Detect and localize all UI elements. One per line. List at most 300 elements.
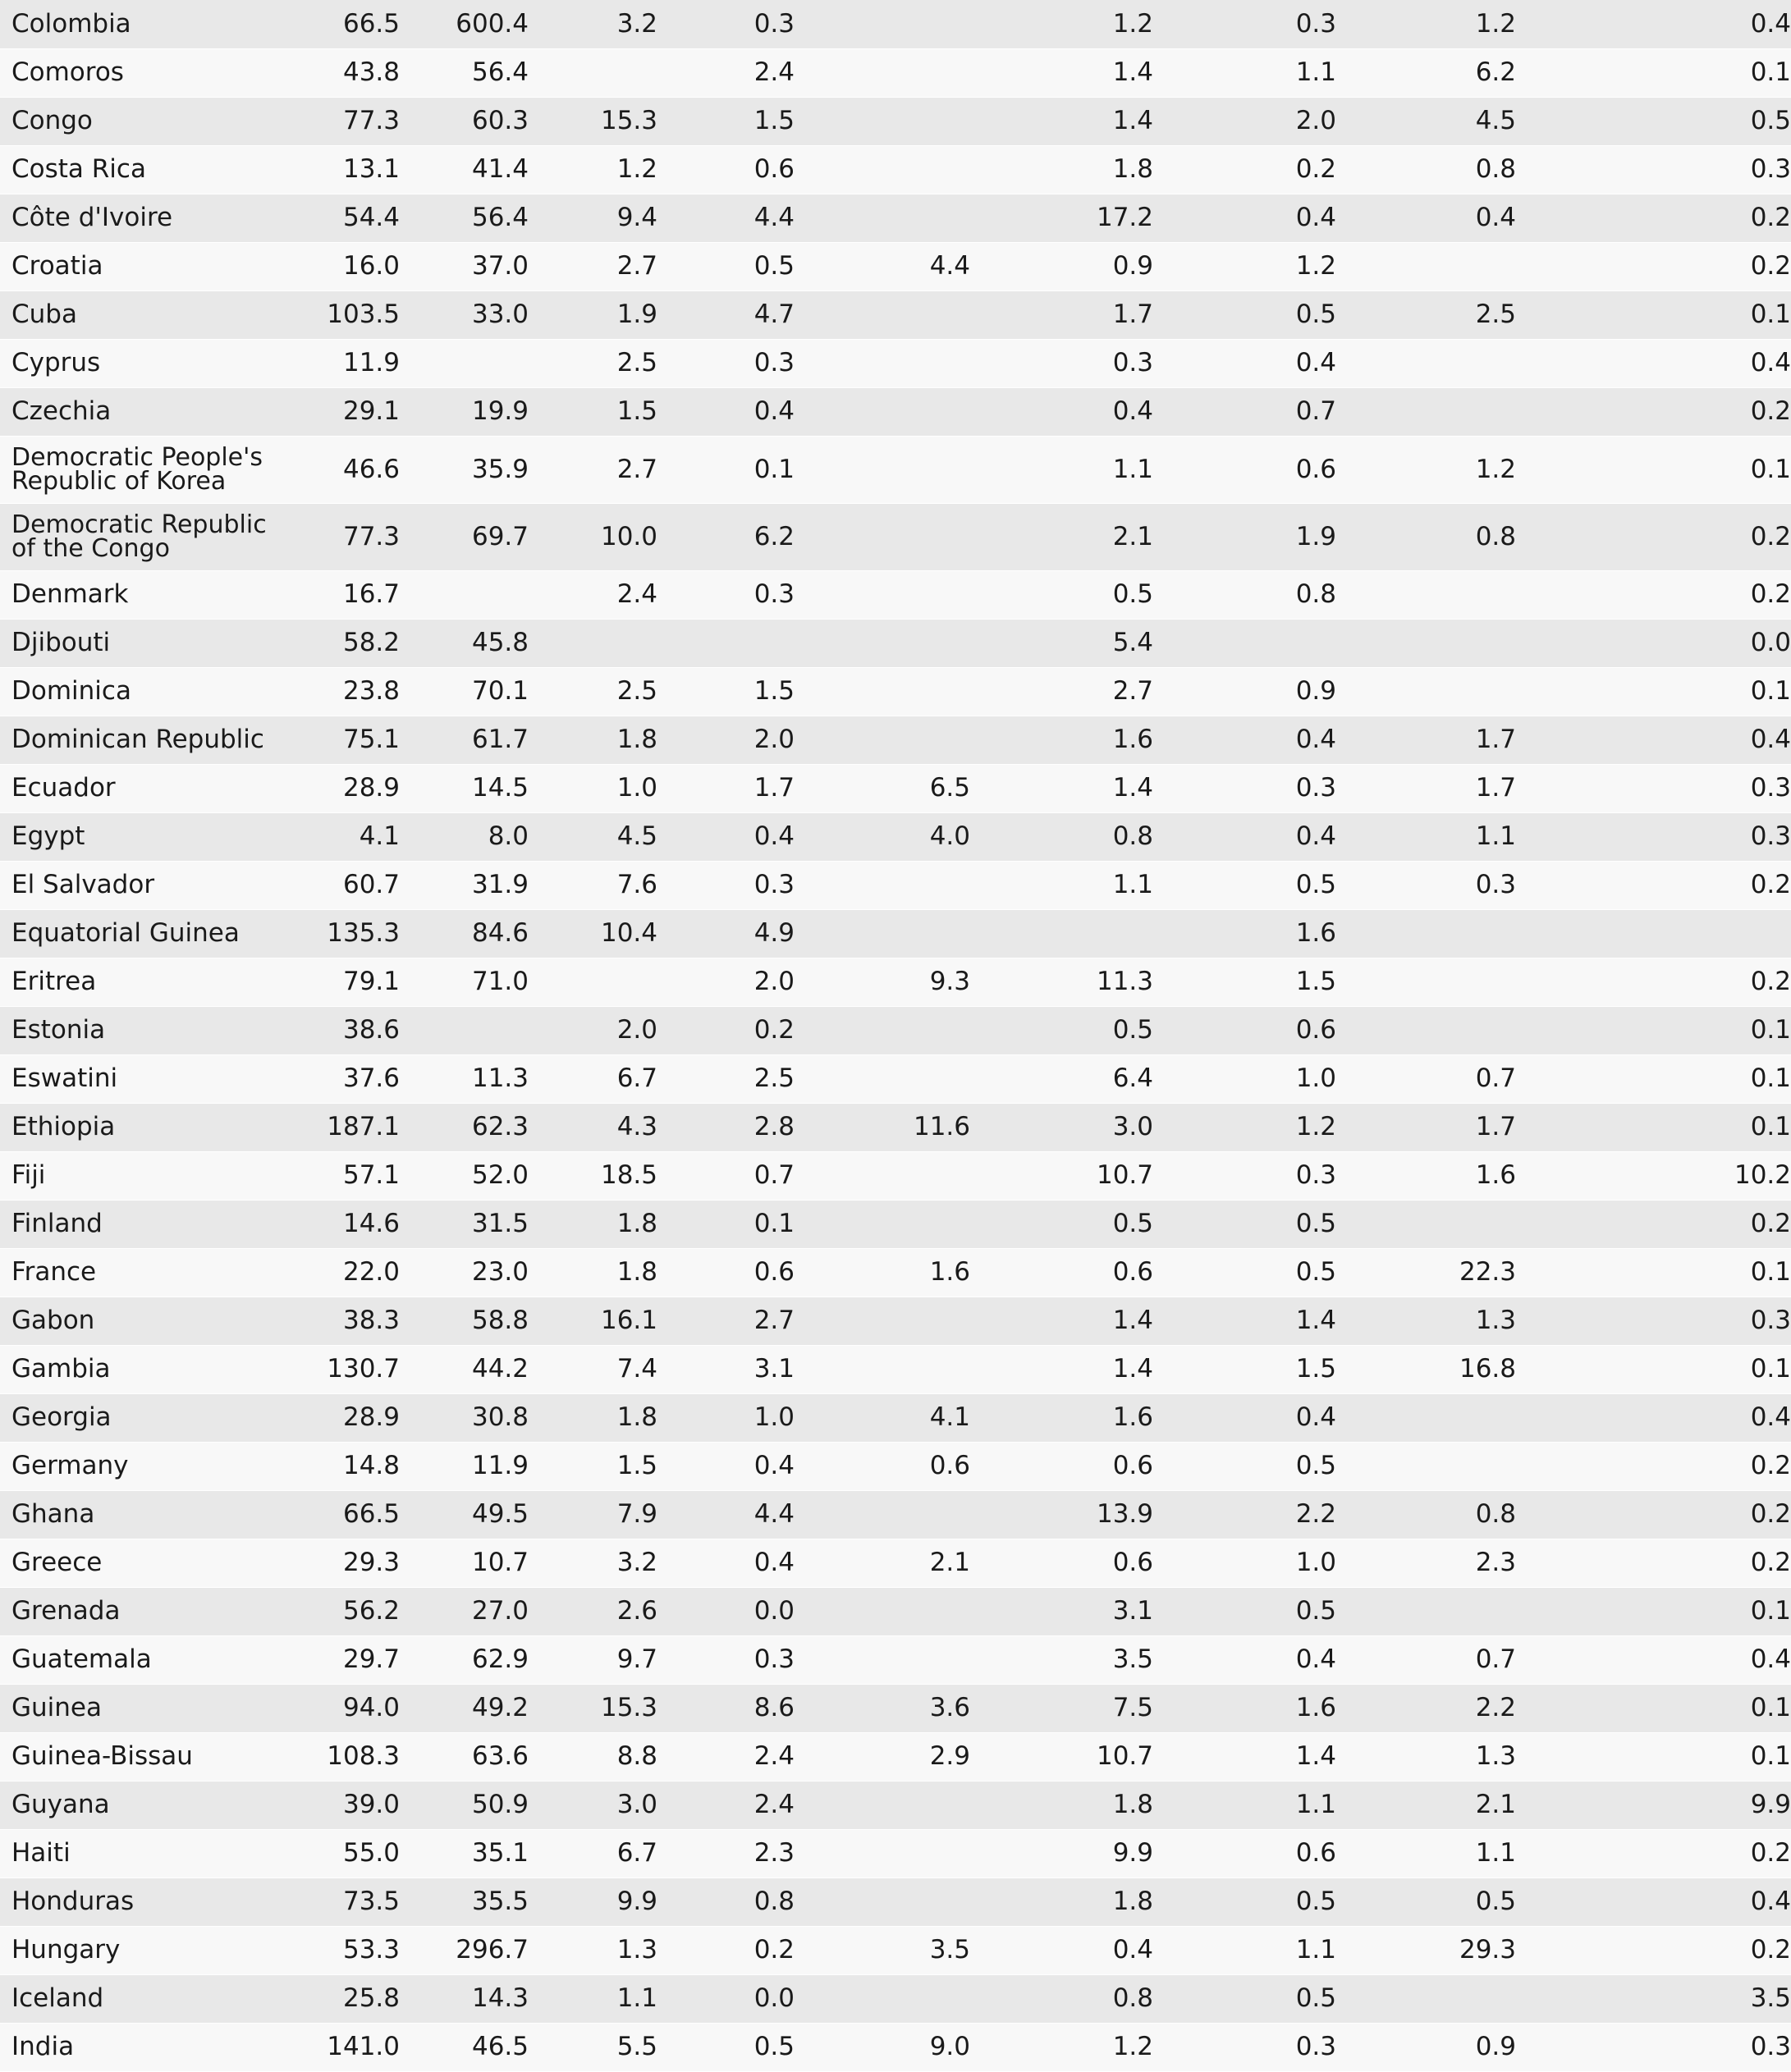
value-cell-col-9: 0.4 bbox=[1516, 0, 1791, 48]
value-cell-col-8 bbox=[1336, 1200, 1516, 1248]
table-row bbox=[0, 1974, 1791, 2023]
table-row bbox=[0, 387, 1791, 436]
table-row bbox=[0, 570, 1791, 619]
value-cell-col-7: 0.8 bbox=[1153, 570, 1336, 619]
value-cell-col-5 bbox=[795, 1878, 970, 1926]
table-row bbox=[0, 1297, 1791, 1345]
value-cell-col-6: 0.9 bbox=[970, 242, 1153, 290]
value-cell-col-2: 11.3 bbox=[400, 1054, 529, 1103]
value-cell-col-4: 1.0 bbox=[657, 1393, 795, 1442]
value-cell-col-2 bbox=[400, 570, 529, 619]
value-cell-col-5: 3.5 bbox=[795, 1926, 970, 1974]
table-row bbox=[0, 1345, 1791, 1393]
value-cell-col-4: 2.8 bbox=[657, 1103, 795, 1151]
value-cell-col-1: 135.3 bbox=[287, 909, 400, 958]
value-cell-col-7: 0.3 bbox=[1153, 764, 1336, 812]
value-cell-col-5 bbox=[795, 0, 970, 48]
value-cell-col-8: 1.3 bbox=[1336, 1732, 1516, 1781]
value-cell-col-2: 46.5 bbox=[400, 2023, 529, 2071]
value-cell-col-9: 0.4 bbox=[1516, 1393, 1791, 1442]
value-cell-col-6: 2.7 bbox=[970, 667, 1153, 716]
country-name-cell: Hungary bbox=[0, 1926, 287, 1974]
value-cell-col-9: 0.4 bbox=[1516, 339, 1791, 387]
country-name-cell: Democratic People's Republic of Korea bbox=[0, 436, 287, 503]
value-cell-col-4: 0.2 bbox=[657, 1006, 795, 1054]
value-cell-col-6: 11.3 bbox=[970, 958, 1153, 1006]
value-cell-col-4: 0.5 bbox=[657, 242, 795, 290]
value-cell-col-4: 2.0 bbox=[657, 716, 795, 764]
value-cell-col-6: 0.5 bbox=[970, 1006, 1153, 1054]
value-cell-col-9: 3.5 bbox=[1516, 1974, 1791, 2023]
value-cell-col-7: 2.0 bbox=[1153, 97, 1336, 145]
value-cell-col-1: 16.0 bbox=[287, 242, 400, 290]
country-name-cell: Egypt bbox=[0, 812, 287, 861]
value-cell-col-1: 53.3 bbox=[287, 1926, 400, 1974]
country-name-cell: India bbox=[0, 2023, 287, 2071]
table-row bbox=[0, 436, 1791, 503]
country-name-cell: Fiji bbox=[0, 1151, 287, 1200]
value-cell-col-6: 13.9 bbox=[970, 1490, 1153, 1539]
value-cell-col-5 bbox=[795, 145, 970, 194]
country-name-cell: Djibouti bbox=[0, 619, 287, 667]
value-cell-col-3: 2.7 bbox=[529, 242, 657, 290]
value-cell-col-3: 1.5 bbox=[529, 1442, 657, 1490]
value-cell-col-7: 0.5 bbox=[1153, 290, 1336, 339]
value-cell-col-3: 1.5 bbox=[529, 387, 657, 436]
value-cell-col-1: 16.7 bbox=[287, 570, 400, 619]
value-cell-col-7: 0.3 bbox=[1153, 2023, 1336, 2071]
value-cell-col-3: 7.9 bbox=[529, 1490, 657, 1539]
table-row bbox=[0, 1054, 1791, 1103]
value-cell-col-4: 4.7 bbox=[657, 290, 795, 339]
value-cell-col-7: 0.4 bbox=[1153, 1635, 1336, 1684]
value-cell-col-9: 0.2 bbox=[1516, 1829, 1791, 1878]
value-cell-col-7: 0.3 bbox=[1153, 1151, 1336, 1200]
country-name-cell: Gambia bbox=[0, 1345, 287, 1393]
value-cell-col-8: 2.1 bbox=[1336, 1781, 1516, 1829]
value-cell-col-1: 29.1 bbox=[287, 387, 400, 436]
value-cell-col-8: 4.5 bbox=[1336, 97, 1516, 145]
value-cell-col-1: 29.3 bbox=[287, 1539, 400, 1587]
value-cell-col-6: 1.6 bbox=[970, 1393, 1153, 1442]
value-cell-col-5: 6.5 bbox=[795, 764, 970, 812]
value-cell-col-4: 0.2 bbox=[657, 1926, 795, 1974]
value-cell-col-1: 14.8 bbox=[287, 1442, 400, 1490]
value-cell-col-4: 4.4 bbox=[657, 1490, 795, 1539]
table-row bbox=[0, 1732, 1791, 1781]
value-cell-col-6: 0.4 bbox=[970, 387, 1153, 436]
value-cell-col-6: 10.7 bbox=[970, 1151, 1153, 1200]
value-cell-col-9: 0.1 bbox=[1516, 1006, 1791, 1054]
value-cell-col-3: 8.8 bbox=[529, 1732, 657, 1781]
value-cell-col-6: 0.8 bbox=[970, 812, 1153, 861]
value-cell-col-7: 0.5 bbox=[1153, 1248, 1336, 1297]
value-cell-col-1: 56.2 bbox=[287, 1587, 400, 1635]
value-cell-col-1: 57.1 bbox=[287, 1151, 400, 1200]
table-row bbox=[0, 1829, 1791, 1878]
value-cell-col-2: 41.4 bbox=[400, 145, 529, 194]
value-cell-col-6: 3.1 bbox=[970, 1587, 1153, 1635]
value-cell-col-3: 1.8 bbox=[529, 1200, 657, 1248]
value-cell-col-9: 9.9 bbox=[1516, 1781, 1791, 1829]
country-name-cell: Dominican Republic bbox=[0, 716, 287, 764]
country-name-cell: Guinea-Bissau bbox=[0, 1732, 287, 1781]
value-cell-col-9: 0.1 bbox=[1516, 667, 1791, 716]
value-cell-col-6: 9.9 bbox=[970, 1829, 1153, 1878]
value-cell-col-6: 0.3 bbox=[970, 339, 1153, 387]
value-cell-col-9: 0.2 bbox=[1516, 194, 1791, 242]
value-cell-col-2: 62.3 bbox=[400, 1103, 529, 1151]
value-cell-col-4: 0.6 bbox=[657, 145, 795, 194]
value-cell-col-5 bbox=[795, 339, 970, 387]
value-cell-col-3: 2.6 bbox=[529, 1587, 657, 1635]
value-cell-col-9: 0.1 bbox=[1516, 1732, 1791, 1781]
value-cell-col-8: 0.8 bbox=[1336, 503, 1516, 570]
value-cell-col-3 bbox=[529, 958, 657, 1006]
value-cell-col-6 bbox=[970, 909, 1153, 958]
value-cell-col-7: 0.2 bbox=[1153, 145, 1336, 194]
value-cell-col-2 bbox=[400, 1006, 529, 1054]
value-cell-col-6: 10.7 bbox=[970, 1732, 1153, 1781]
value-cell-col-5: 1.6 bbox=[795, 1248, 970, 1297]
value-cell-col-2: 600.4 bbox=[400, 0, 529, 48]
value-cell-col-4: 0.0 bbox=[657, 1587, 795, 1635]
value-cell-col-2: 37.0 bbox=[400, 242, 529, 290]
value-cell-col-1: 108.3 bbox=[287, 1732, 400, 1781]
value-cell-col-1: 23.8 bbox=[287, 667, 400, 716]
country-name-cell: Eritrea bbox=[0, 958, 287, 1006]
value-cell-col-9: 0.1 bbox=[1516, 1248, 1791, 1297]
value-cell-col-2: 52.0 bbox=[400, 1151, 529, 1200]
country-name-cell: El Salvador bbox=[0, 861, 287, 909]
country-name-cell: Democratic Republic of the Congo bbox=[0, 503, 287, 570]
value-cell-col-4: 2.0 bbox=[657, 958, 795, 1006]
value-cell-col-4: 0.3 bbox=[657, 570, 795, 619]
value-cell-col-8 bbox=[1336, 1006, 1516, 1054]
value-cell-col-1: 103.5 bbox=[287, 290, 400, 339]
value-cell-col-1: 11.9 bbox=[287, 339, 400, 387]
value-cell-col-8: 0.5 bbox=[1336, 1878, 1516, 1926]
value-cell-col-1: 37.6 bbox=[287, 1054, 400, 1103]
value-cell-col-3: 10.4 bbox=[529, 909, 657, 958]
value-cell-col-3: 6.7 bbox=[529, 1054, 657, 1103]
value-cell-col-7: 1.4 bbox=[1153, 1297, 1336, 1345]
value-cell-col-4: 2.7 bbox=[657, 1297, 795, 1345]
value-cell-col-9: 0.2 bbox=[1516, 1926, 1791, 1974]
value-cell-col-1: 4.1 bbox=[287, 812, 400, 861]
value-cell-col-5 bbox=[795, 1829, 970, 1878]
value-cell-col-5: 2.1 bbox=[795, 1539, 970, 1587]
table-row bbox=[0, 764, 1791, 812]
value-cell-col-4: 4.9 bbox=[657, 909, 795, 958]
value-cell-col-7: 0.5 bbox=[1153, 1974, 1336, 2023]
value-cell-col-4: 8.6 bbox=[657, 1684, 795, 1732]
value-cell-col-6: 0.6 bbox=[970, 1248, 1153, 1297]
value-cell-col-9: 0.3 bbox=[1516, 2023, 1791, 2071]
value-cell-col-1: 58.2 bbox=[287, 619, 400, 667]
value-cell-col-8 bbox=[1336, 387, 1516, 436]
value-cell-col-3: 7.4 bbox=[529, 1345, 657, 1393]
value-cell-col-2: 62.9 bbox=[400, 1635, 529, 1684]
value-cell-col-2: 70.1 bbox=[400, 667, 529, 716]
table-row bbox=[0, 1248, 1791, 1297]
table-row bbox=[0, 1781, 1791, 1829]
value-cell-col-6: 1.4 bbox=[970, 48, 1153, 97]
table-row bbox=[0, 1200, 1791, 1248]
country-name-cell: Cuba bbox=[0, 290, 287, 339]
value-cell-col-7: 1.5 bbox=[1153, 1345, 1336, 1393]
value-cell-col-9: 0.2 bbox=[1516, 1539, 1791, 1587]
value-cell-col-6: 0.5 bbox=[970, 1200, 1153, 1248]
value-cell-col-6: 0.4 bbox=[970, 1926, 1153, 1974]
value-cell-col-3: 15.3 bbox=[529, 97, 657, 145]
value-cell-col-3: 2.5 bbox=[529, 667, 657, 716]
country-name-cell: Greece bbox=[0, 1539, 287, 1587]
table-row bbox=[0, 716, 1791, 764]
value-cell-col-3: 4.3 bbox=[529, 1103, 657, 1151]
table-row bbox=[0, 1926, 1791, 1974]
value-cell-col-2: 49.2 bbox=[400, 1684, 529, 1732]
value-cell-col-8: 0.3 bbox=[1336, 861, 1516, 909]
value-cell-col-5: 4.4 bbox=[795, 242, 970, 290]
value-cell-col-6: 1.4 bbox=[970, 1345, 1153, 1393]
value-cell-col-2: 44.2 bbox=[400, 1345, 529, 1393]
value-cell-col-4: 0.1 bbox=[657, 436, 795, 503]
value-cell-col-8 bbox=[1336, 1974, 1516, 2023]
value-cell-col-7: 0.5 bbox=[1153, 1587, 1336, 1635]
value-cell-col-9: 0.2 bbox=[1516, 242, 1791, 290]
value-cell-col-4: 0.3 bbox=[657, 1635, 795, 1684]
table-row bbox=[0, 909, 1791, 958]
value-cell-col-3: 1.0 bbox=[529, 764, 657, 812]
value-cell-col-2: 84.6 bbox=[400, 909, 529, 958]
table-row bbox=[0, 339, 1791, 387]
value-cell-col-2: 23.0 bbox=[400, 1248, 529, 1297]
country-name-cell: Germany bbox=[0, 1442, 287, 1490]
value-cell-col-1: 77.3 bbox=[287, 503, 400, 570]
value-cell-col-9: 0.2 bbox=[1516, 1490, 1791, 1539]
value-cell-col-5 bbox=[795, 1297, 970, 1345]
value-cell-col-1: 75.1 bbox=[287, 716, 400, 764]
value-cell-col-8: 0.8 bbox=[1336, 145, 1516, 194]
country-name-cell: Georgia bbox=[0, 1393, 287, 1442]
value-cell-col-7: 0.5 bbox=[1153, 1200, 1336, 1248]
value-cell-col-8: 1.7 bbox=[1336, 716, 1516, 764]
value-cell-col-3: 3.2 bbox=[529, 0, 657, 48]
value-cell-col-3: 15.3 bbox=[529, 1684, 657, 1732]
value-cell-col-1: 60.7 bbox=[287, 861, 400, 909]
table-row bbox=[0, 1103, 1791, 1151]
value-cell-col-1: 79.1 bbox=[287, 958, 400, 1006]
table-row bbox=[0, 861, 1791, 909]
value-cell-col-6: 17.2 bbox=[970, 194, 1153, 242]
value-cell-col-1: 130.7 bbox=[287, 1345, 400, 1393]
table-row bbox=[0, 2023, 1791, 2071]
value-cell-col-9: 0.4 bbox=[1516, 716, 1791, 764]
value-cell-col-7: 1.4 bbox=[1153, 1732, 1336, 1781]
value-cell-col-7: 1.6 bbox=[1153, 1684, 1336, 1732]
value-cell-col-4: 6.2 bbox=[657, 503, 795, 570]
country-name-cell: Haiti bbox=[0, 1829, 287, 1878]
value-cell-col-9: 0.3 bbox=[1516, 764, 1791, 812]
value-cell-col-6: 1.4 bbox=[970, 1297, 1153, 1345]
value-cell-col-4: 4.4 bbox=[657, 194, 795, 242]
value-cell-col-2: 27.0 bbox=[400, 1587, 529, 1635]
value-cell-col-3: 4.5 bbox=[529, 812, 657, 861]
value-cell-col-6: 3.5 bbox=[970, 1635, 1153, 1684]
value-cell-col-8 bbox=[1336, 242, 1516, 290]
value-cell-col-7 bbox=[1153, 619, 1336, 667]
value-cell-col-5 bbox=[795, 1054, 970, 1103]
value-cell-col-8 bbox=[1336, 570, 1516, 619]
table-row bbox=[0, 958, 1791, 1006]
country-name-cell: Guatemala bbox=[0, 1635, 287, 1684]
value-cell-col-2: 58.8 bbox=[400, 1297, 529, 1345]
value-cell-col-2: 31.9 bbox=[400, 861, 529, 909]
value-cell-col-6: 6.4 bbox=[970, 1054, 1153, 1103]
value-cell-col-5 bbox=[795, 716, 970, 764]
value-cell-col-7: 1.0 bbox=[1153, 1054, 1336, 1103]
value-cell-col-3: 10.0 bbox=[529, 503, 657, 570]
country-name-cell: Finland bbox=[0, 1200, 287, 1248]
value-cell-col-6: 0.6 bbox=[970, 1539, 1153, 1587]
value-cell-col-1: 39.0 bbox=[287, 1781, 400, 1829]
table-row bbox=[0, 1539, 1791, 1587]
value-cell-col-2: 49.5 bbox=[400, 1490, 529, 1539]
country-name-cell: Czechia bbox=[0, 387, 287, 436]
value-cell-col-4: 0.5 bbox=[657, 2023, 795, 2071]
value-cell-col-8: 1.6 bbox=[1336, 1151, 1516, 1200]
value-cell-col-8 bbox=[1336, 339, 1516, 387]
value-cell-col-7: 0.4 bbox=[1153, 716, 1336, 764]
value-cell-col-7: 1.2 bbox=[1153, 242, 1336, 290]
value-cell-col-6: 2.1 bbox=[970, 503, 1153, 570]
value-cell-col-6: 1.2 bbox=[970, 0, 1153, 48]
value-cell-col-5: 4.1 bbox=[795, 1393, 970, 1442]
value-cell-col-5 bbox=[795, 1781, 970, 1829]
value-cell-col-2: 33.0 bbox=[400, 290, 529, 339]
value-cell-col-3: 16.1 bbox=[529, 1297, 657, 1345]
country-name-cell: Gabon bbox=[0, 1297, 287, 1345]
value-cell-col-8: 0.4 bbox=[1336, 194, 1516, 242]
table-row bbox=[0, 812, 1791, 861]
value-cell-col-8: 16.8 bbox=[1336, 1345, 1516, 1393]
value-cell-col-2 bbox=[400, 339, 529, 387]
value-cell-col-9: 0.2 bbox=[1516, 570, 1791, 619]
value-cell-col-1: 141.0 bbox=[287, 2023, 400, 2071]
value-cell-col-9: 0.1 bbox=[1516, 1345, 1791, 1393]
value-cell-col-5 bbox=[795, 1006, 970, 1054]
value-cell-col-8: 1.3 bbox=[1336, 1297, 1516, 1345]
value-cell-col-9: 0.1 bbox=[1516, 1103, 1791, 1151]
value-cell-col-4: 0.4 bbox=[657, 812, 795, 861]
value-cell-col-5: 11.6 bbox=[795, 1103, 970, 1151]
value-cell-col-2: 61.7 bbox=[400, 716, 529, 764]
value-cell-col-1: 66.5 bbox=[287, 1490, 400, 1539]
value-cell-col-4: 0.6 bbox=[657, 1248, 795, 1297]
value-cell-col-8: 0.8 bbox=[1336, 1490, 1516, 1539]
value-cell-col-7: 1.5 bbox=[1153, 958, 1336, 1006]
value-cell-col-6: 1.8 bbox=[970, 1781, 1153, 1829]
value-cell-col-5 bbox=[795, 1200, 970, 1248]
value-cell-col-1: 38.3 bbox=[287, 1297, 400, 1345]
value-cell-col-9: 0.2 bbox=[1516, 387, 1791, 436]
value-cell-col-7: 1.6 bbox=[1153, 909, 1336, 958]
value-cell-col-3: 1.8 bbox=[529, 716, 657, 764]
value-cell-col-3: 2.5 bbox=[529, 339, 657, 387]
value-cell-col-7: 0.5 bbox=[1153, 1878, 1336, 1926]
country-name-cell: France bbox=[0, 1248, 287, 1297]
value-cell-col-6: 0.8 bbox=[970, 1974, 1153, 2023]
table-row bbox=[0, 1684, 1791, 1732]
value-cell-col-7: 1.1 bbox=[1153, 1926, 1336, 1974]
value-cell-col-6: 3.0 bbox=[970, 1103, 1153, 1151]
value-cell-col-1: 29.7 bbox=[287, 1635, 400, 1684]
value-cell-col-9: 0.1 bbox=[1516, 1054, 1791, 1103]
value-cell-col-4: 0.3 bbox=[657, 861, 795, 909]
value-cell-col-1: 66.5 bbox=[287, 0, 400, 48]
value-cell-col-2: 35.5 bbox=[400, 1878, 529, 1926]
value-cell-col-1: 28.9 bbox=[287, 1393, 400, 1442]
value-cell-col-3: 1.3 bbox=[529, 1926, 657, 1974]
value-cell-col-2: 60.3 bbox=[400, 97, 529, 145]
country-name-cell: Honduras bbox=[0, 1878, 287, 1926]
value-cell-col-8: 2.2 bbox=[1336, 1684, 1516, 1732]
value-cell-col-8: 1.7 bbox=[1336, 764, 1516, 812]
country-name-cell: Croatia bbox=[0, 242, 287, 290]
value-cell-col-3: 9.4 bbox=[529, 194, 657, 242]
value-cell-col-7: 0.4 bbox=[1153, 812, 1336, 861]
value-cell-col-2: 10.7 bbox=[400, 1539, 529, 1587]
value-cell-col-5 bbox=[795, 1345, 970, 1393]
country-name-cell: Ecuador bbox=[0, 764, 287, 812]
value-cell-col-6: 1.4 bbox=[970, 97, 1153, 145]
value-cell-col-1: 187.1 bbox=[287, 1103, 400, 1151]
value-cell-col-4: 2.3 bbox=[657, 1829, 795, 1878]
value-cell-col-8: 1.7 bbox=[1336, 1103, 1516, 1151]
value-cell-col-9: 0.3 bbox=[1516, 1297, 1791, 1345]
table-row bbox=[0, 145, 1791, 194]
value-cell-col-6: 1.8 bbox=[970, 1878, 1153, 1926]
value-cell-col-7: 0.3 bbox=[1153, 0, 1336, 48]
table-row bbox=[0, 503, 1791, 570]
value-cell-col-8 bbox=[1336, 667, 1516, 716]
table-row bbox=[0, 0, 1791, 48]
country-name-cell: Cyprus bbox=[0, 339, 287, 387]
country-name-cell: Dominica bbox=[0, 667, 287, 716]
value-cell-col-8: 1.1 bbox=[1336, 812, 1516, 861]
value-cell-col-2: 296.7 bbox=[400, 1926, 529, 1974]
table-row bbox=[0, 1490, 1791, 1539]
table-row bbox=[0, 1006, 1791, 1054]
table-row bbox=[0, 1587, 1791, 1635]
country-name-cell: Ethiopia bbox=[0, 1103, 287, 1151]
value-cell-col-2: 35.1 bbox=[400, 1829, 529, 1878]
value-cell-col-3: 9.9 bbox=[529, 1878, 657, 1926]
value-cell-col-7: 0.7 bbox=[1153, 387, 1336, 436]
country-name-cell: Côte d'Ivoire bbox=[0, 194, 287, 242]
value-cell-col-5 bbox=[795, 503, 970, 570]
value-cell-col-4: 2.4 bbox=[657, 48, 795, 97]
country-name-cell: Guyana bbox=[0, 1781, 287, 1829]
value-cell-col-1: 38.6 bbox=[287, 1006, 400, 1054]
country-name-cell: Costa Rica bbox=[0, 145, 287, 194]
value-cell-col-5: 3.6 bbox=[795, 1684, 970, 1732]
country-name-cell: Iceland bbox=[0, 1974, 287, 2023]
value-cell-col-9: 0.2 bbox=[1516, 958, 1791, 1006]
value-cell-col-1: 73.5 bbox=[287, 1878, 400, 1926]
value-cell-col-3: 1.2 bbox=[529, 145, 657, 194]
